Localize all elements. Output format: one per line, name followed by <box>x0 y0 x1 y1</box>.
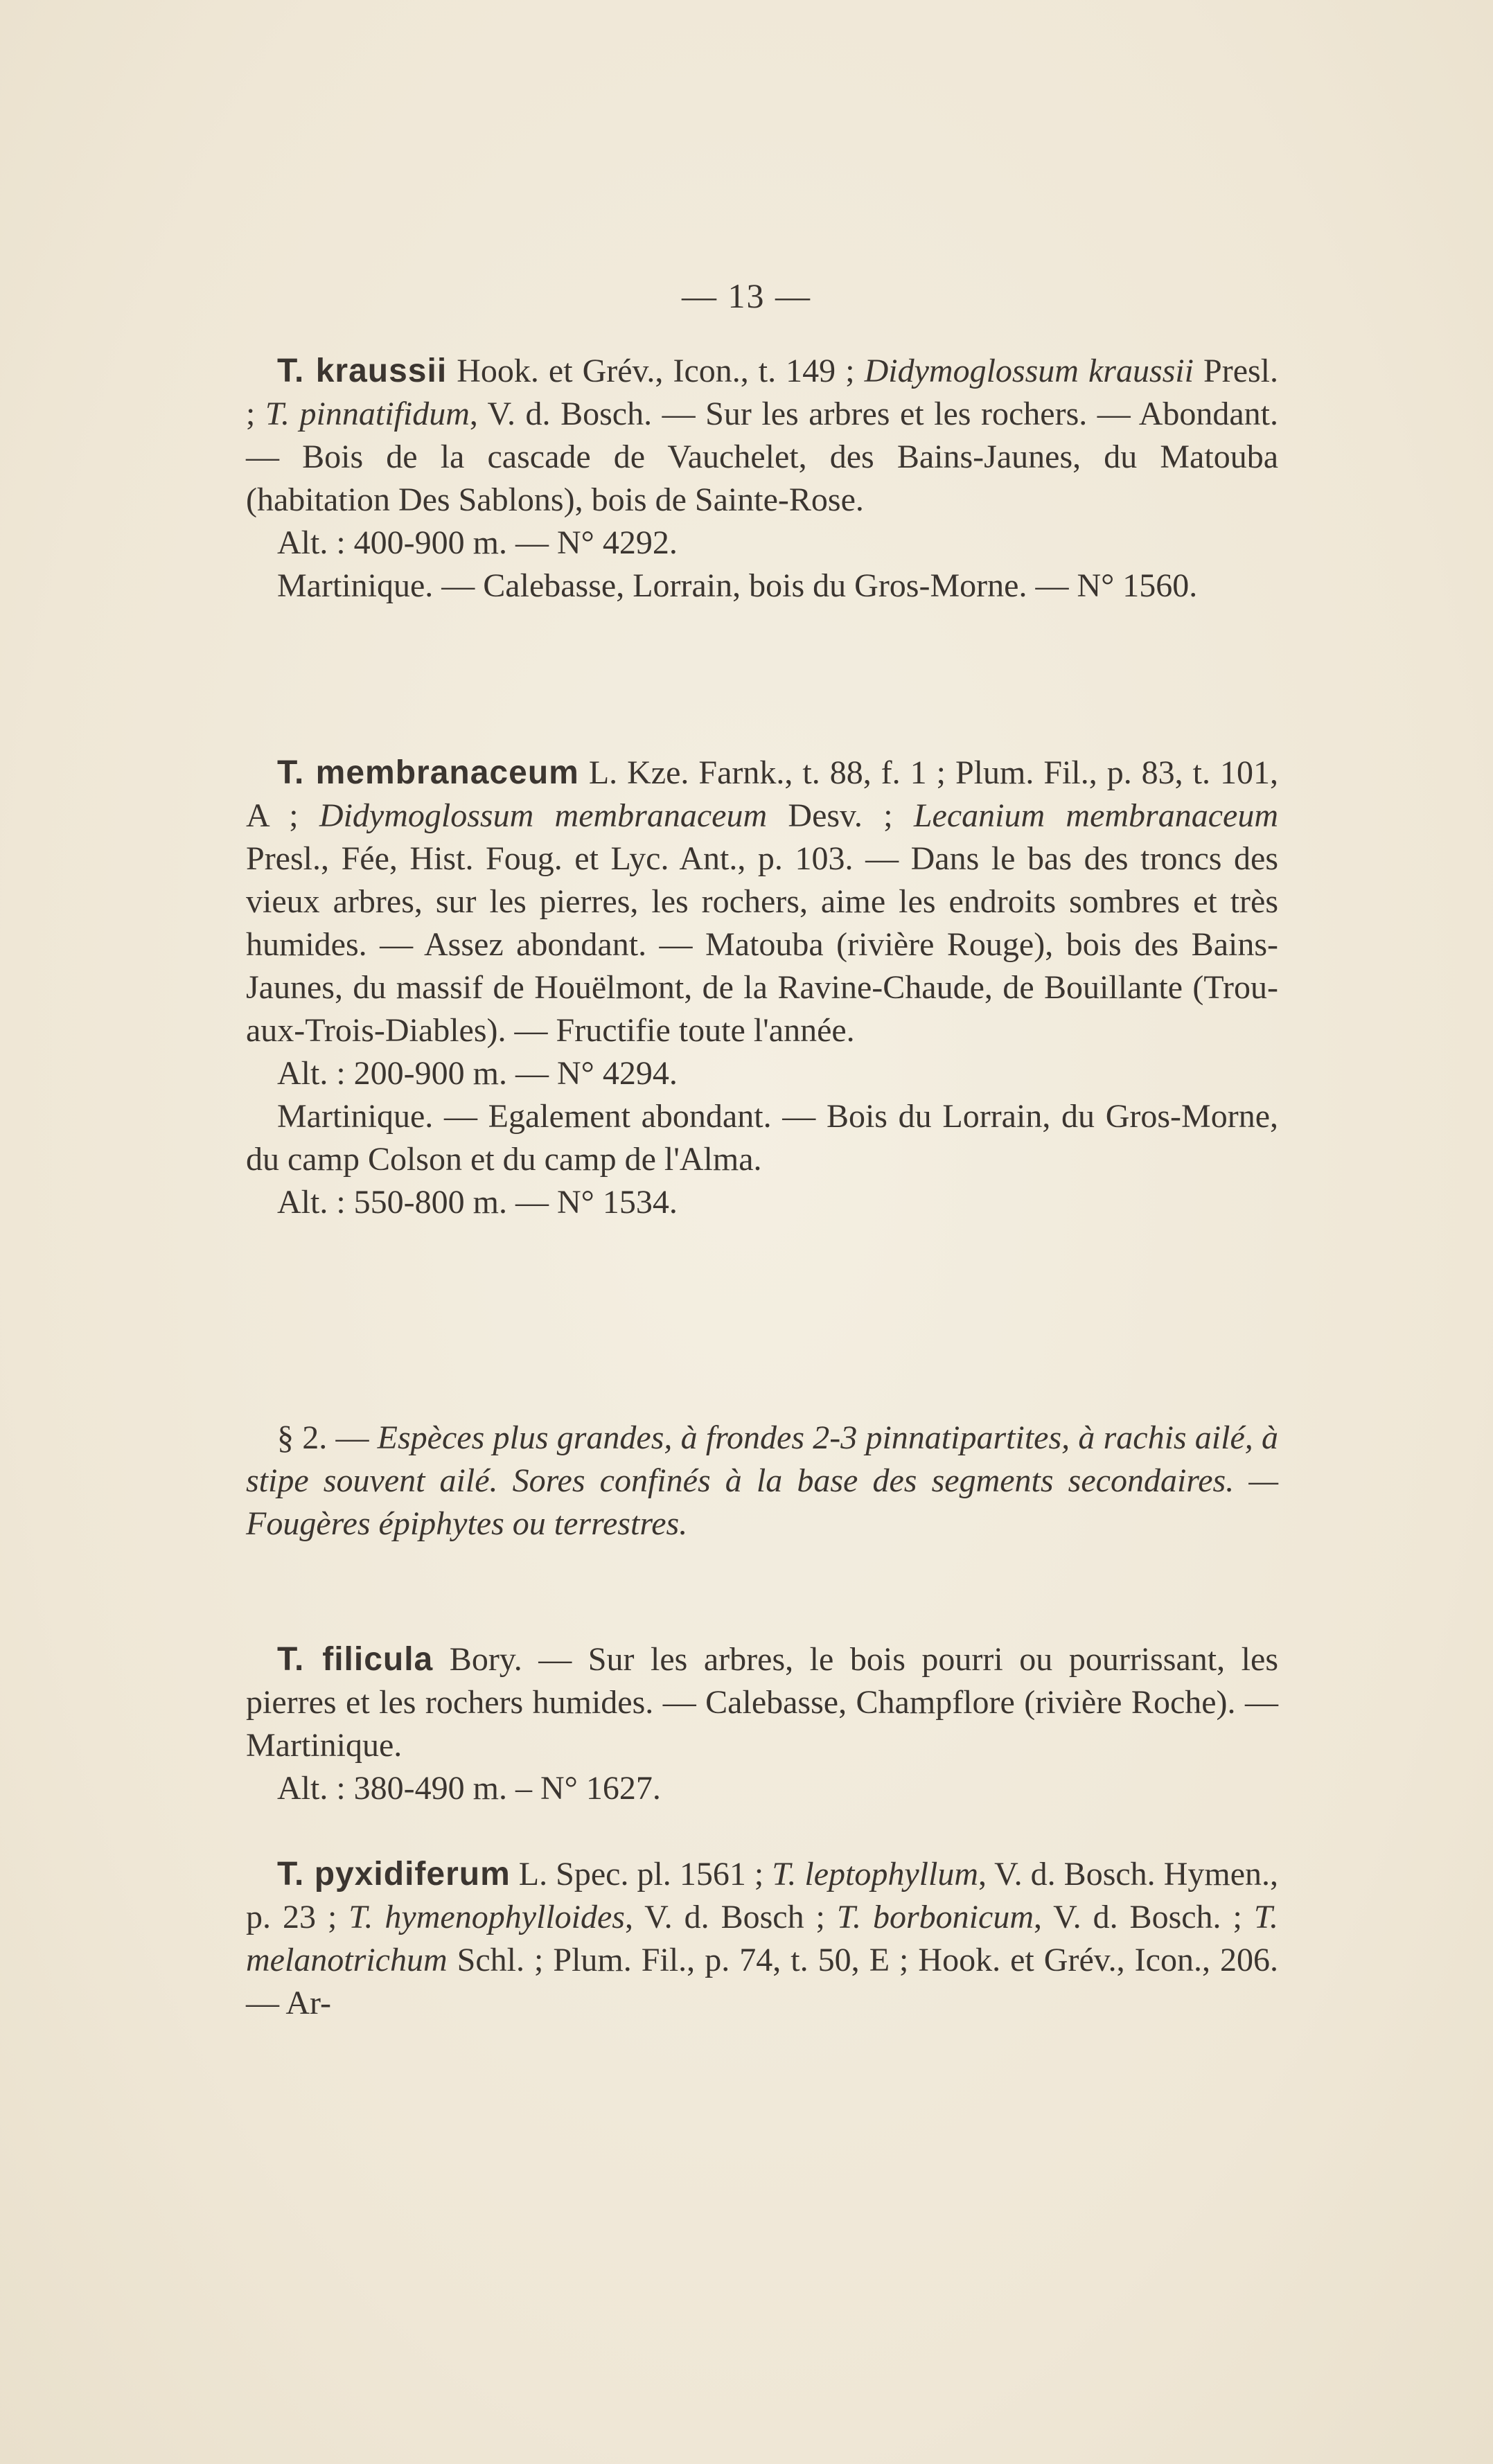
species-name-kraussii: T. kraussii <box>277 353 448 389</box>
species-name-membranaceum: T. membranaceum <box>277 754 579 791</box>
entry-pyxidiferum <box>246 1853 1278 2025</box>
membranaceum-description: T. membranaceum L. Kze. Farnk., t. 88, f. 1 ; Plum. Fil., p. 83, t. 101, A ; Didymoglossum membranaceum Desv. ; Lecanium membranaceum Presl., Fée, Hist. Foug. et Lyc. Ant., p. 103. — Dans le bas des troncs des vieux arbres, sur les pierres, les rochers, aime les endroits sombres et très humides. — Assez abondant. — Matouba (rivière Rouge), bois des Bains-Jaunes, du massif de Houëlmont, de la Ravine-Chaude, de Bouillante (Trou-aux-Trois-Diables). — Fructifie toute l'année. <box>246 754 1279 1049</box>
kraussii-description: T. kraussii Hook. et Grév., Icon., t. 149 ; Didymoglossum kraussii Presl. ; T. pinnatifidum, V. d. Bosch. — Sur les arbres et les rochers. — Abondant. — Bois de la cascade de Vauchelet, des Bains-Jaunes, du Matouba (habitation Des Sablons), bois de Sainte-Rose. <box>246 353 1279 518</box>
section-2 <box>246 1417 1278 1545</box>
synonym: T. leptophyllum <box>772 1856 978 1893</box>
entry-filicula <box>246 1638 1278 1810</box>
entry-kraussii <box>246 350 1278 608</box>
synonym: T. pinnatifidum <box>265 396 470 432</box>
section-2-text: Espèces plus grandes, à frondes 2-3 pinnatipartites, à rachis ailé, à stipe souvent ailé. Sores confinés à la base des segments secondaires. — Fougères épiphytes ou terrestres. <box>246 1419 1279 1542</box>
kraussii-martinique: Martinique. — Calebasse, Lorrain, bois du Gros-Morne. — N° 1560. <box>277 567 1198 604</box>
membranaceum-altitude: Alt. : 200-900 m. — N° 4294. <box>277 1055 678 1092</box>
species-name-filicula: T. filicula <box>277 1641 434 1678</box>
synonym: T. melanotrichum <box>246 1899 1278 1978</box>
species-name-pyxidiferum: T. pyxidiferum <box>277 1856 511 1893</box>
synonym: Didymoglossum membranaceum <box>319 797 768 834</box>
filicula-description: T. filicula Bory. — Sur les arbres, le bois pourri ou pourrissant, les pierres et les rochers humides. — Calebasse, Champflore (rivière Roche). — Martinique. <box>246 1641 1278 1764</box>
section-2-number: § 2. — <box>277 1419 378 1456</box>
entry-membranaceum <box>246 752 1278 1224</box>
membranaceum-martinique: Martinique. — Egalement abondant. — Bois du Lorrain, du Gros-Morne, du camp Colson et du camp de l'Alma. <box>246 1098 1278 1178</box>
synonym: Lecanium membranaceum <box>913 797 1279 834</box>
kraussii-altitude: Alt. : 400-900 m. — N° 4292. <box>277 524 678 561</box>
pyxidiferum-description: T. pyxidiferum L. Spec. pl. 1561 ; T. leptophyllum, V. d. Bosch. Hymen., p. 23 ; T. hymenophylloides, V. d. Bosch ; T. borbonicum, V. d. Bosch. ; T. melanotrichum Schl. ; Plum. Fil., p. 74, t. 50, E ; Hook. et Grév., Icon., 206. — Ar- <box>246 1856 1279 2021</box>
filicula-altitude: Alt. : 380-490 m. – N° 1627. <box>277 1770 661 1807</box>
section-2-heading <box>246 1417 1278 1545</box>
synonym: T. borbonicum <box>836 1899 1034 1935</box>
synonym: T. hymenophylloides <box>348 1899 625 1935</box>
page-number: — 13 — <box>682 276 811 315</box>
membranaceum-altitude-2: Alt. : 550-800 m. — N° 1534. <box>277 1184 678 1221</box>
synonym: Didymoglossum kraussii <box>864 353 1194 389</box>
